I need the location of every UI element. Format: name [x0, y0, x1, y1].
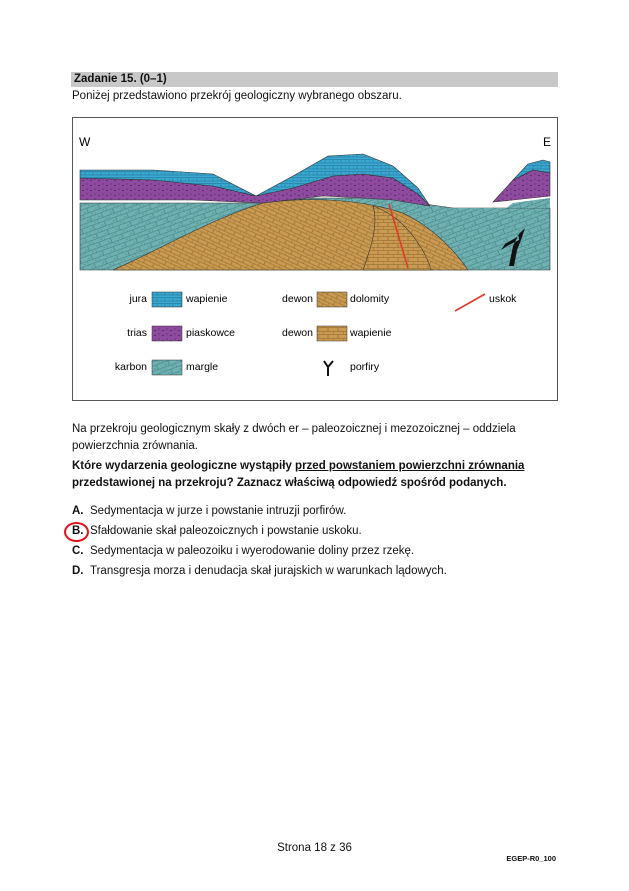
legend-era-jura: jura: [129, 293, 147, 305]
east-label: E: [543, 135, 552, 149]
question-text: [72, 458, 558, 492]
option-c[interactable]: C. Sedymentacja w paleozoiku i wyerodowanie doliny przez rzekę.: [72, 545, 415, 557]
cross-section-drawing: [73, 118, 557, 400]
porphyry-icon: [324, 361, 333, 376]
legend-era-dewon-1: dewon: [282, 293, 313, 305]
legend-rock-dolomity: dolomity: [350, 293, 390, 305]
intro-text: Poniżej przedstawiono przekrój geologiczny wybranego obszaru.: [72, 90, 402, 102]
legend: [115, 292, 517, 376]
option-d[interactable]: D. Transgresja morza i denudacja skał jurajskich w warunkach lądowych.: [72, 565, 447, 577]
task-title: Zadanie 15. (0–1): [74, 73, 167, 85]
legend-swatch-jura: [152, 292, 182, 307]
option-a[interactable]: A. Sedymentacja w jurze i powstanie intruzji porfirów.: [72, 505, 347, 517]
context-paragraph: Na przekroju geologicznym skały z dwóch er – paleozoicznej i mezozoicznej – oddziela powierzchnia zrównania.: [72, 423, 516, 452]
selected-answer-circle: [64, 522, 89, 542]
question-underlined: przed powstaniem powierzchni zrównania: [295, 460, 525, 472]
legend-rock-karbon: margle: [186, 361, 219, 373]
legend-era-dewon-2: dewon: [282, 327, 313, 339]
fault-legend-icon: [455, 294, 485, 311]
page-number: Strona 18 z 36: [277, 842, 352, 854]
legend-era-karbon: karbon: [114, 361, 147, 373]
legend-swatch-dewon-dolomity: [317, 292, 347, 307]
legend-swatch-karbon: [152, 360, 182, 375]
question-after: przedstawionej na przekroju? Zaznacz właściwą odpowiedź spośród podanych.: [72, 477, 507, 489]
legend-rock-dewon-wapienie: wapienie: [350, 327, 392, 339]
legend-uskok: uskok: [489, 293, 517, 305]
legend-swatch-trias: [152, 326, 182, 341]
legend-rock-trias: piaskowce: [186, 327, 236, 339]
exam-code: EGEP-R0_100: [506, 854, 556, 863]
legend-rock-porfiry: porfiry: [350, 361, 380, 373]
legend-rock-jura: wapienie: [186, 293, 228, 305]
west-label: W: [79, 135, 91, 149]
geological-cross-section: [72, 117, 558, 401]
question-before: Które wydarzenia geologiczne wystąpiły: [72, 460, 296, 472]
legend-era-trias: trias: [127, 327, 147, 339]
option-b[interactable]: B. Sfałdowanie skał paleozoicznych i powstanie uskoku.: [72, 525, 362, 537]
legend-swatch-dewon-wapienie: [317, 326, 347, 341]
